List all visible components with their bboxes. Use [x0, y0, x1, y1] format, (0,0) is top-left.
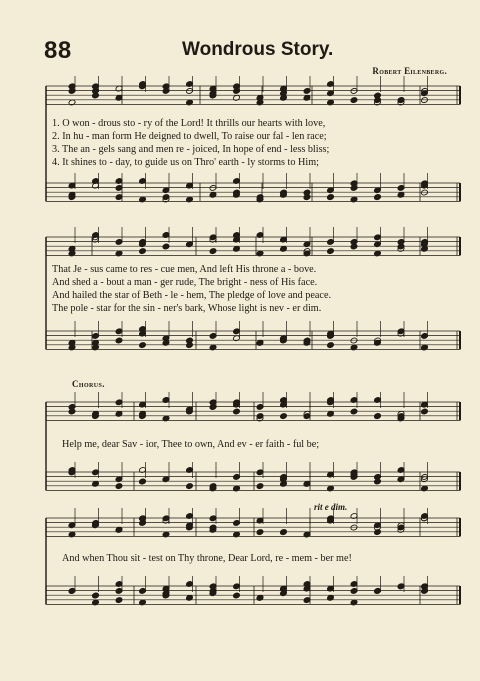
note-head — [350, 97, 358, 104]
note-head — [421, 408, 429, 415]
note-head — [280, 529, 288, 536]
chorus-label: Chorus. — [72, 379, 105, 389]
verse-4-line-1: 4. It shines to - day, to guide us on Thro' earth - ly storms to Him; — [52, 157, 319, 168]
note-head — [139, 478, 147, 485]
dynamics-marking: rit e dim. — [314, 502, 348, 512]
note-head — [139, 248, 147, 255]
hymn-title: Wondrous Story. — [182, 39, 334, 60]
note-head — [256, 483, 264, 490]
note-head — [280, 413, 288, 420]
note-head — [233, 592, 241, 599]
verse-1-line-1: 1. O won - drous sto - ry of the Lord! It thrills our hearts with love, — [52, 118, 326, 129]
verse-2-line-1: 2. In hu - man form He deigned to dwell, To raise our fal - len race; — [52, 131, 327, 142]
note-head — [115, 483, 123, 490]
verse-2-line-2: And shed a - bout a man - ger rude, The bright - ness of His face. — [52, 277, 318, 288]
chorus-lyric-line-1: Help me, dear Sav - ior, Thee to own, And ev - er faith - ful be; — [62, 439, 320, 450]
note-head — [327, 194, 335, 201]
verse-3-line-1: 3. The an - gels sang and men re - joiced, In hope of end - less bliss; — [52, 144, 330, 155]
note-head — [327, 342, 335, 349]
note-head — [115, 337, 123, 344]
verse-4-line-2: The pole - star for the sin - ner's bark, Whose light is nev - er dim. — [52, 303, 322, 314]
verse-1-line-2: That Je - sus came to res - cue men, And left His throne a - bove. — [52, 264, 317, 275]
note-head — [139, 342, 147, 349]
hymn-number: 88 — [44, 37, 72, 64]
note-head — [115, 597, 123, 604]
note-head — [162, 194, 170, 201]
note-head — [233, 408, 241, 415]
note-head — [92, 592, 100, 599]
note-head — [209, 248, 217, 255]
note-head — [374, 413, 382, 420]
note-head — [374, 194, 382, 201]
note-head — [162, 243, 170, 250]
composer-credit: Robert Eilenberg. — [372, 66, 447, 76]
note-head — [350, 408, 358, 415]
verse-3-line-2: And hailed the star of Beth - le - hem, The pledge of love and peace. — [52, 290, 332, 301]
chorus-lyric-line-2: And when Thou sit - test on Thy throne, Dear Lord, re - mem - ber me! — [62, 553, 352, 564]
note-head — [327, 248, 335, 255]
note-head — [256, 529, 264, 536]
note-head — [186, 483, 194, 490]
